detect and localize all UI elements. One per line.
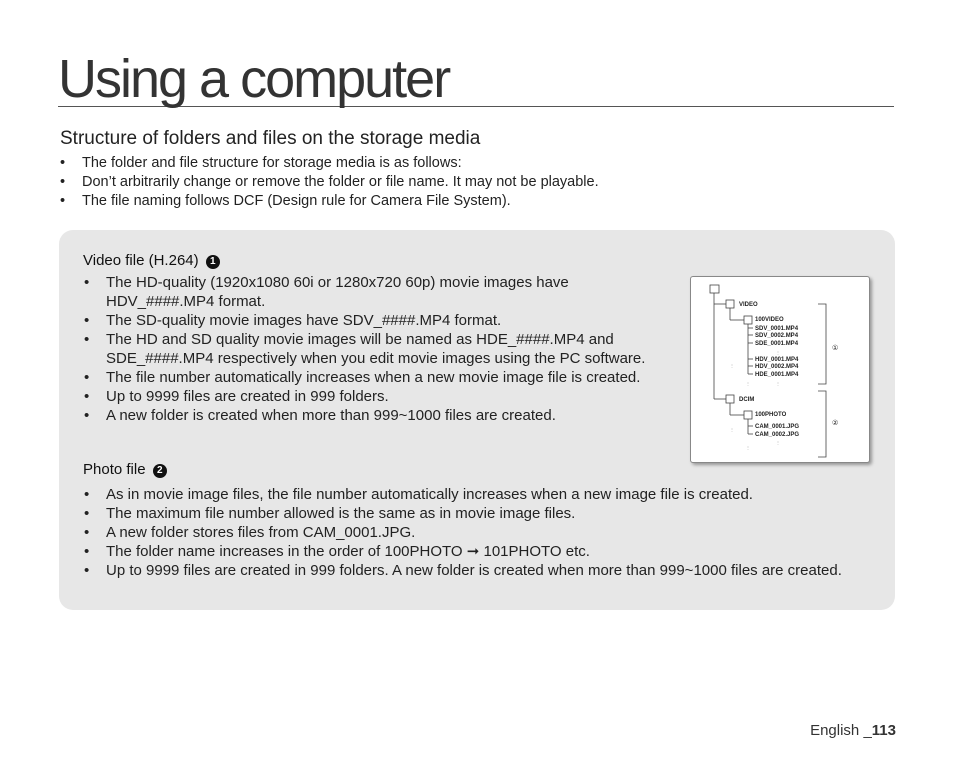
photo-bracket [818,391,826,457]
video-bullet-list [84,273,680,425]
video-bracket [818,304,826,384]
photo-group-marker: ② [832,419,839,427]
intro-bullet: • The file naming follows DCF (Design rule for Camera File System). [60,192,860,211]
video-marker-badge: 1 [206,255,220,269]
photo-bullet: • Up to 9999 files are created in 999 folders. A new folder is created when more than 999~1000 files are created. [84,561,864,580]
video-bullet: • The HD and SD quality movie images will be named as HDE_####.MP4 and SDE_####.MP4 respectively when you edit movie images using the PC software. [84,330,680,368]
file-label: CAM_0002.JPG [755,432,800,438]
video-bullet: • The file number automatically increases when a new movie image file is created. [84,368,680,387]
photo-heading-text: Photo file [83,461,146,478]
photo-bullet: • As in movie image files, the file number automatically increases when a new image file is created. [84,485,864,504]
page-title: Using a computer [58,52,894,107]
video-subfolder-icon [744,316,752,324]
footer-language: English _ [810,722,872,739]
root-folder-icon [710,285,719,293]
video-group-marker: ① [832,344,839,352]
svg-text:⋮: ⋮ [746,381,750,386]
photo-section-heading [83,461,167,478]
video-bullet: • The HD-quality (1920x1080 60i or 1280x720 60p) movie images have HDV_####.MP4 format. [84,273,680,311]
video-bullet: • Up to 9999 files are created in 999 folders. [84,387,680,406]
intro-bullet: • The folder and file structure for storage media is as follows: [60,154,860,173]
photo-subfolder-icon [744,411,752,419]
photo-bullet: • The maximum file number allowed is the same as in movie image files. [84,504,864,523]
svg-text:⋮: ⋮ [776,381,780,386]
file-label: SDV_0001.MP4 [755,326,799,332]
svg-text:⋮: ⋮ [730,363,734,368]
folder-structure-diagram [690,276,870,463]
video-subfolder-label: 100VIDEO [755,317,784,323]
photo-bullet-list [84,485,864,580]
page-footer [810,722,896,739]
file-label: HDE_0001.MP4 [755,372,799,378]
photo-marker-badge: 2 [153,464,167,478]
video-bullet: • A new folder is created when more than 999~1000 files are created. [84,406,680,425]
intro-bullet-list [60,154,860,211]
dcim-folder-icon [726,395,734,403]
file-label: CAM_0001.JPG [755,424,800,430]
svg-text:⋮: ⋮ [776,350,780,355]
intro-bullet: • Don’t arbitrarily change or remove the folder or file name. It may not be playable. [60,173,860,192]
video-section-heading [83,252,220,269]
section-title: Structure of folders and files on the storage media [60,128,481,149]
video-folder-label: VIDEO [739,302,758,308]
svg-text:⋮: ⋮ [776,440,780,445]
video-heading-text: Video file (H.264) [83,252,199,269]
svg-text:⋮: ⋮ [746,445,750,450]
video-bullet: • The SD-quality movie images have SDV_####.MP4 format. [84,311,680,330]
file-label: SDV_0002.MP4 [755,333,799,339]
photo-bullet: • The folder name increases in the order of 100PHOTO ➞ 101PHOTO etc. [84,542,864,561]
file-label: SDE_0001.MP4 [755,341,799,347]
page-number: 113 [871,722,896,739]
file-label: HDV_0002.MP4 [755,364,799,370]
file-label: HDV_0001.MP4 [755,357,799,363]
svg-text:⋮: ⋮ [730,427,734,432]
dcim-folder-label: DCIM [739,397,755,403]
photo-bullet: • A new folder stores files from CAM_0001.JPG. [84,523,864,542]
video-folder-icon [726,300,734,308]
photo-subfolder-label: 100PHOTO [755,412,787,418]
